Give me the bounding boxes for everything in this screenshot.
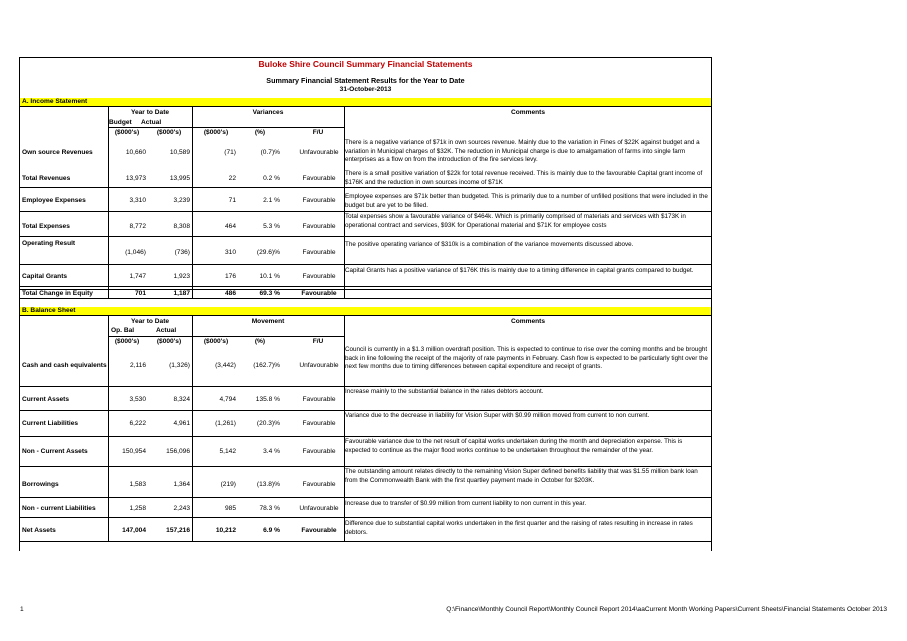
row-label: Cash and cash equivalents — [22, 362, 107, 369]
divider — [20, 410, 711, 411]
file-path: Q:\Finance\Monthly Council Report\Monthly Council Report 2014\aaCurrent Month Working Papers\Current Sheets\Financial Statements October 2013 — [446, 606, 887, 613]
budget-value: 13,973 — [125, 175, 146, 182]
actual-value: (1,326) — [169, 362, 190, 369]
divider — [20, 517, 711, 518]
income-pct-header: (%) — [254, 129, 266, 136]
divider — [20, 315, 711, 316]
divider — [192, 315, 193, 541]
opbal-value: 1,258 — [129, 505, 146, 512]
row-comment: Variance due to the decrease in liability for Vision Super with $0.99 million moved from current to non current. — [345, 412, 650, 419]
opbal-value: 6,222 — [129, 420, 146, 427]
row-comment: There is a small positive variation of $22k for total revenue received. This is mainly due to the favourable Capital grant income of $176K and the reduction in own sources income of $71K — [345, 170, 703, 186]
balance-actual-header: Actual — [156, 327, 177, 334]
balance-unit-header-2: ($000's) — [156, 338, 182, 345]
actual-value: 8,324 — [173, 396, 190, 403]
variance-value: (71) — [224, 149, 236, 156]
opbal-value: 147,004 — [122, 527, 146, 534]
fu-status: Unfavourable — [299, 362, 339, 369]
budget-value: 8,772 — [129, 223, 146, 230]
variance-pct: (0.7)% — [260, 149, 280, 156]
budget-value: 1,747 — [129, 273, 146, 280]
row-label: Employee Expenses — [22, 197, 86, 204]
row-label: Non - Current Assets — [22, 448, 88, 455]
divider — [20, 211, 711, 212]
page-number: 1 — [20, 606, 24, 613]
actual-value: 157,216 — [166, 527, 190, 534]
row-comment: There is a negative variance of $71k in own sources revenue. Mainly due to the variation in Fines of $22K against budget and a variation in Municipal charges of $32K. The reduction in Municipal charge is due to amalgamation of farms into single farm enterprises as a flow on from the introduction of the fire services levy. — [345, 139, 700, 163]
actual-value: 156,096 — [166, 448, 190, 455]
balance-unit-header-3: ($000's) — [203, 338, 229, 345]
income-variances-header: Variances — [252, 109, 284, 116]
movement-pct: 6.9 % — [263, 527, 280, 534]
opbal-value: 150,954 — [122, 448, 146, 455]
opbal-value: 3,530 — [129, 396, 146, 403]
balance-pct-header: (%) — [254, 338, 266, 345]
fu-status: Favourable — [302, 420, 336, 427]
divider — [20, 106, 711, 107]
income-ytd-header: Year to Date — [130, 109, 170, 116]
fu-status: Favourable — [302, 197, 336, 204]
variance-pct: 10.1 % — [259, 273, 280, 280]
divider — [20, 466, 711, 467]
actual-value: 1,923 — [173, 273, 190, 280]
income-actual-header: Actual — [141, 119, 162, 126]
variance-value: 176 — [224, 273, 236, 280]
income-unit-header-3: ($000's) — [203, 129, 229, 136]
row-label: Current Assets — [22, 396, 70, 403]
row-label: Total Change in Equity — [22, 290, 93, 297]
row-comment: The outstanding amount relates directly to the remaining Vision Super defined benefits liability that was $1.55 million bank loan from the Commonwealth Bank with the first quartley payment made in October for $203K. — [345, 468, 698, 484]
movement-value: 4,794 — [219, 396, 236, 403]
actual-value: 10,589 — [169, 149, 190, 156]
movement-value: 10,212 — [215, 527, 236, 534]
divider — [20, 541, 711, 542]
actual-value: 1,187 — [173, 290, 190, 297]
divider — [20, 298, 711, 299]
row-comment: Capital Grants has a positive variance of $176K this is mainly due to a timing difference in capital grants compared to budget. — [345, 267, 694, 274]
movement-value: 985 — [224, 505, 236, 512]
income-comments-header: Comments — [510, 109, 546, 116]
row-label: Non - current Liabilities — [22, 505, 96, 512]
fu-status: Favourable — [302, 223, 336, 230]
row-label: Own source Revenues — [22, 149, 93, 156]
budget-value: 701 — [134, 290, 146, 297]
fu-status: Favourable — [301, 290, 337, 297]
variance-value: 310 — [224, 249, 236, 256]
income-unit-header-2: ($000's) — [156, 129, 182, 136]
budget-value: (1,046) — [125, 249, 146, 256]
fu-status: Favourable — [302, 175, 336, 182]
variance-pct: 0.2 % — [263, 175, 280, 182]
row-comment: Difference due to substantial capital works undertaken in the first quarter and the raising of rates resulting in increase in rates debtors. — [345, 520, 693, 536]
movement-value: (3,442) — [215, 362, 236, 369]
row-label: Operating Result — [22, 240, 76, 247]
movement-pct: 3.4 % — [263, 448, 280, 455]
variance-value: 464 — [224, 223, 236, 230]
row-label: Current Liabilities — [22, 420, 79, 427]
actual-value: 13,995 — [169, 175, 190, 182]
divider — [20, 236, 711, 237]
movement-pct: (162.7)% — [253, 362, 280, 369]
income-budget-header: Budget — [109, 119, 132, 126]
fu-status: Favourable — [302, 448, 336, 455]
divider — [108, 336, 344, 337]
report-subtitle: Summary Financial Statement Results for the Year to Date — [266, 76, 465, 85]
fu-status: Favourable — [302, 249, 336, 256]
opbal-value: 1,583 — [129, 481, 146, 488]
divider — [20, 436, 711, 437]
balance-movement-header: Movement — [251, 318, 285, 325]
movement-pct: 135.8 % — [255, 396, 280, 403]
divider — [344, 315, 345, 541]
divider — [108, 106, 109, 298]
fu-status: Unfavourable — [299, 505, 339, 512]
balance-section-header: B. Balance Sheet — [20, 307, 711, 315]
row-comment: Increase mainly to the substantial balance in the rates debtors account. — [345, 388, 544, 395]
row-comment: Favourable variance due to the net result of capital works undertaken during the month and depreciation expense. This is expected to continue as the major flood works continue to be undertaken throughout the remainder of the year. — [345, 438, 683, 454]
balance-unit-header-1: ($000's) — [114, 338, 140, 345]
report-title: Buloke Shire Council Summary Financial Statements — [258, 59, 473, 69]
variance-pct: 2.1 % — [263, 197, 280, 204]
opbal-value: 2,116 — [129, 362, 146, 369]
row-comment: Total expenses show a favourable variance of $464k. Which is primarily comprised of materials and services with $173K in operational contract and services, $93K for Operational material and $71K for employee costs — [345, 213, 686, 229]
movement-pct: 78.3 % — [259, 505, 280, 512]
row-label: Total Revenues — [22, 175, 71, 182]
row-comment: The positive operating variance of $310k is a combination of the variance movements discussed above. — [345, 241, 634, 248]
divider — [20, 187, 711, 188]
divider — [108, 315, 109, 541]
income-unit-header-1: ($000's) — [114, 129, 140, 136]
divider — [344, 106, 345, 298]
movement-pct: (20.3)% — [256, 420, 280, 427]
row-comment: Increase due to transfer of $0.99 million from current liability to non current in this year. — [345, 500, 587, 507]
fu-status: Favourable — [302, 481, 336, 488]
divider — [192, 106, 193, 298]
balance-ytd-header: Year to Date — [130, 318, 170, 325]
variance-pct: 69.3 % — [259, 290, 280, 297]
divider — [20, 286, 711, 287]
row-comment: Council is currently in a $1.3 million overdraft position. This is expected to continue to rise over the coming months and be brought back in line following the receipt of the majority of rate payments in February. Cash flow is expected to be particularly tight over the next few months due to timing differences between capital expenditure and receipt of grants. — [345, 346, 708, 370]
fu-status: Favourable — [302, 273, 336, 280]
divider — [108, 127, 344, 128]
report-date: 31-October-2013 — [339, 86, 392, 93]
divider — [20, 497, 711, 498]
actual-value: 4,961 — [173, 420, 190, 427]
financial-statement-sheet — [19, 57, 712, 551]
variance-value: 486 — [224, 290, 236, 297]
fu-status: Unfavourable — [299, 149, 339, 156]
income-section-header: A. Income Statement — [20, 98, 711, 106]
movement-pct: (13.8)% — [256, 481, 280, 488]
divider — [20, 264, 711, 265]
balance-opbal-header: Op. Bal — [111, 327, 135, 334]
actual-value: 8,308 — [173, 223, 190, 230]
balance-fu-header: F/U — [312, 338, 324, 345]
row-label: Net Assets — [22, 527, 56, 534]
balance-comments-header: Comments — [510, 318, 546, 325]
variance-value: 71 — [228, 197, 236, 204]
row-label: Borrowings — [22, 481, 59, 488]
actual-value: (736) — [174, 249, 190, 256]
actual-value: 3,239 — [173, 197, 190, 204]
actual-value: 2,243 — [173, 505, 190, 512]
row-comment: Employee expenses are $71k better than budgeted. This is primarily due to a number of unfilled positions that were included in the budget but are yet to be filled. — [345, 193, 708, 209]
movement-value: 5,142 — [219, 448, 236, 455]
row-label: Total Expenses — [22, 223, 70, 230]
budget-value: 10,660 — [125, 149, 146, 156]
divider — [20, 386, 711, 387]
row-label: Capital Grants — [22, 273, 68, 280]
budget-value: 3,310 — [129, 197, 146, 204]
income-fu-header: F/U — [312, 129, 324, 136]
variance-pct: (29.6)% — [256, 249, 280, 256]
actual-value: 1,364 — [173, 481, 190, 488]
fu-status: Favourable — [302, 396, 336, 403]
movement-value: (219) — [220, 481, 236, 488]
fu-status: Favourable — [301, 527, 337, 534]
movement-value: (1,261) — [215, 420, 236, 427]
variance-pct: 5.3 % — [263, 223, 280, 230]
variance-value: 22 — [228, 175, 236, 182]
